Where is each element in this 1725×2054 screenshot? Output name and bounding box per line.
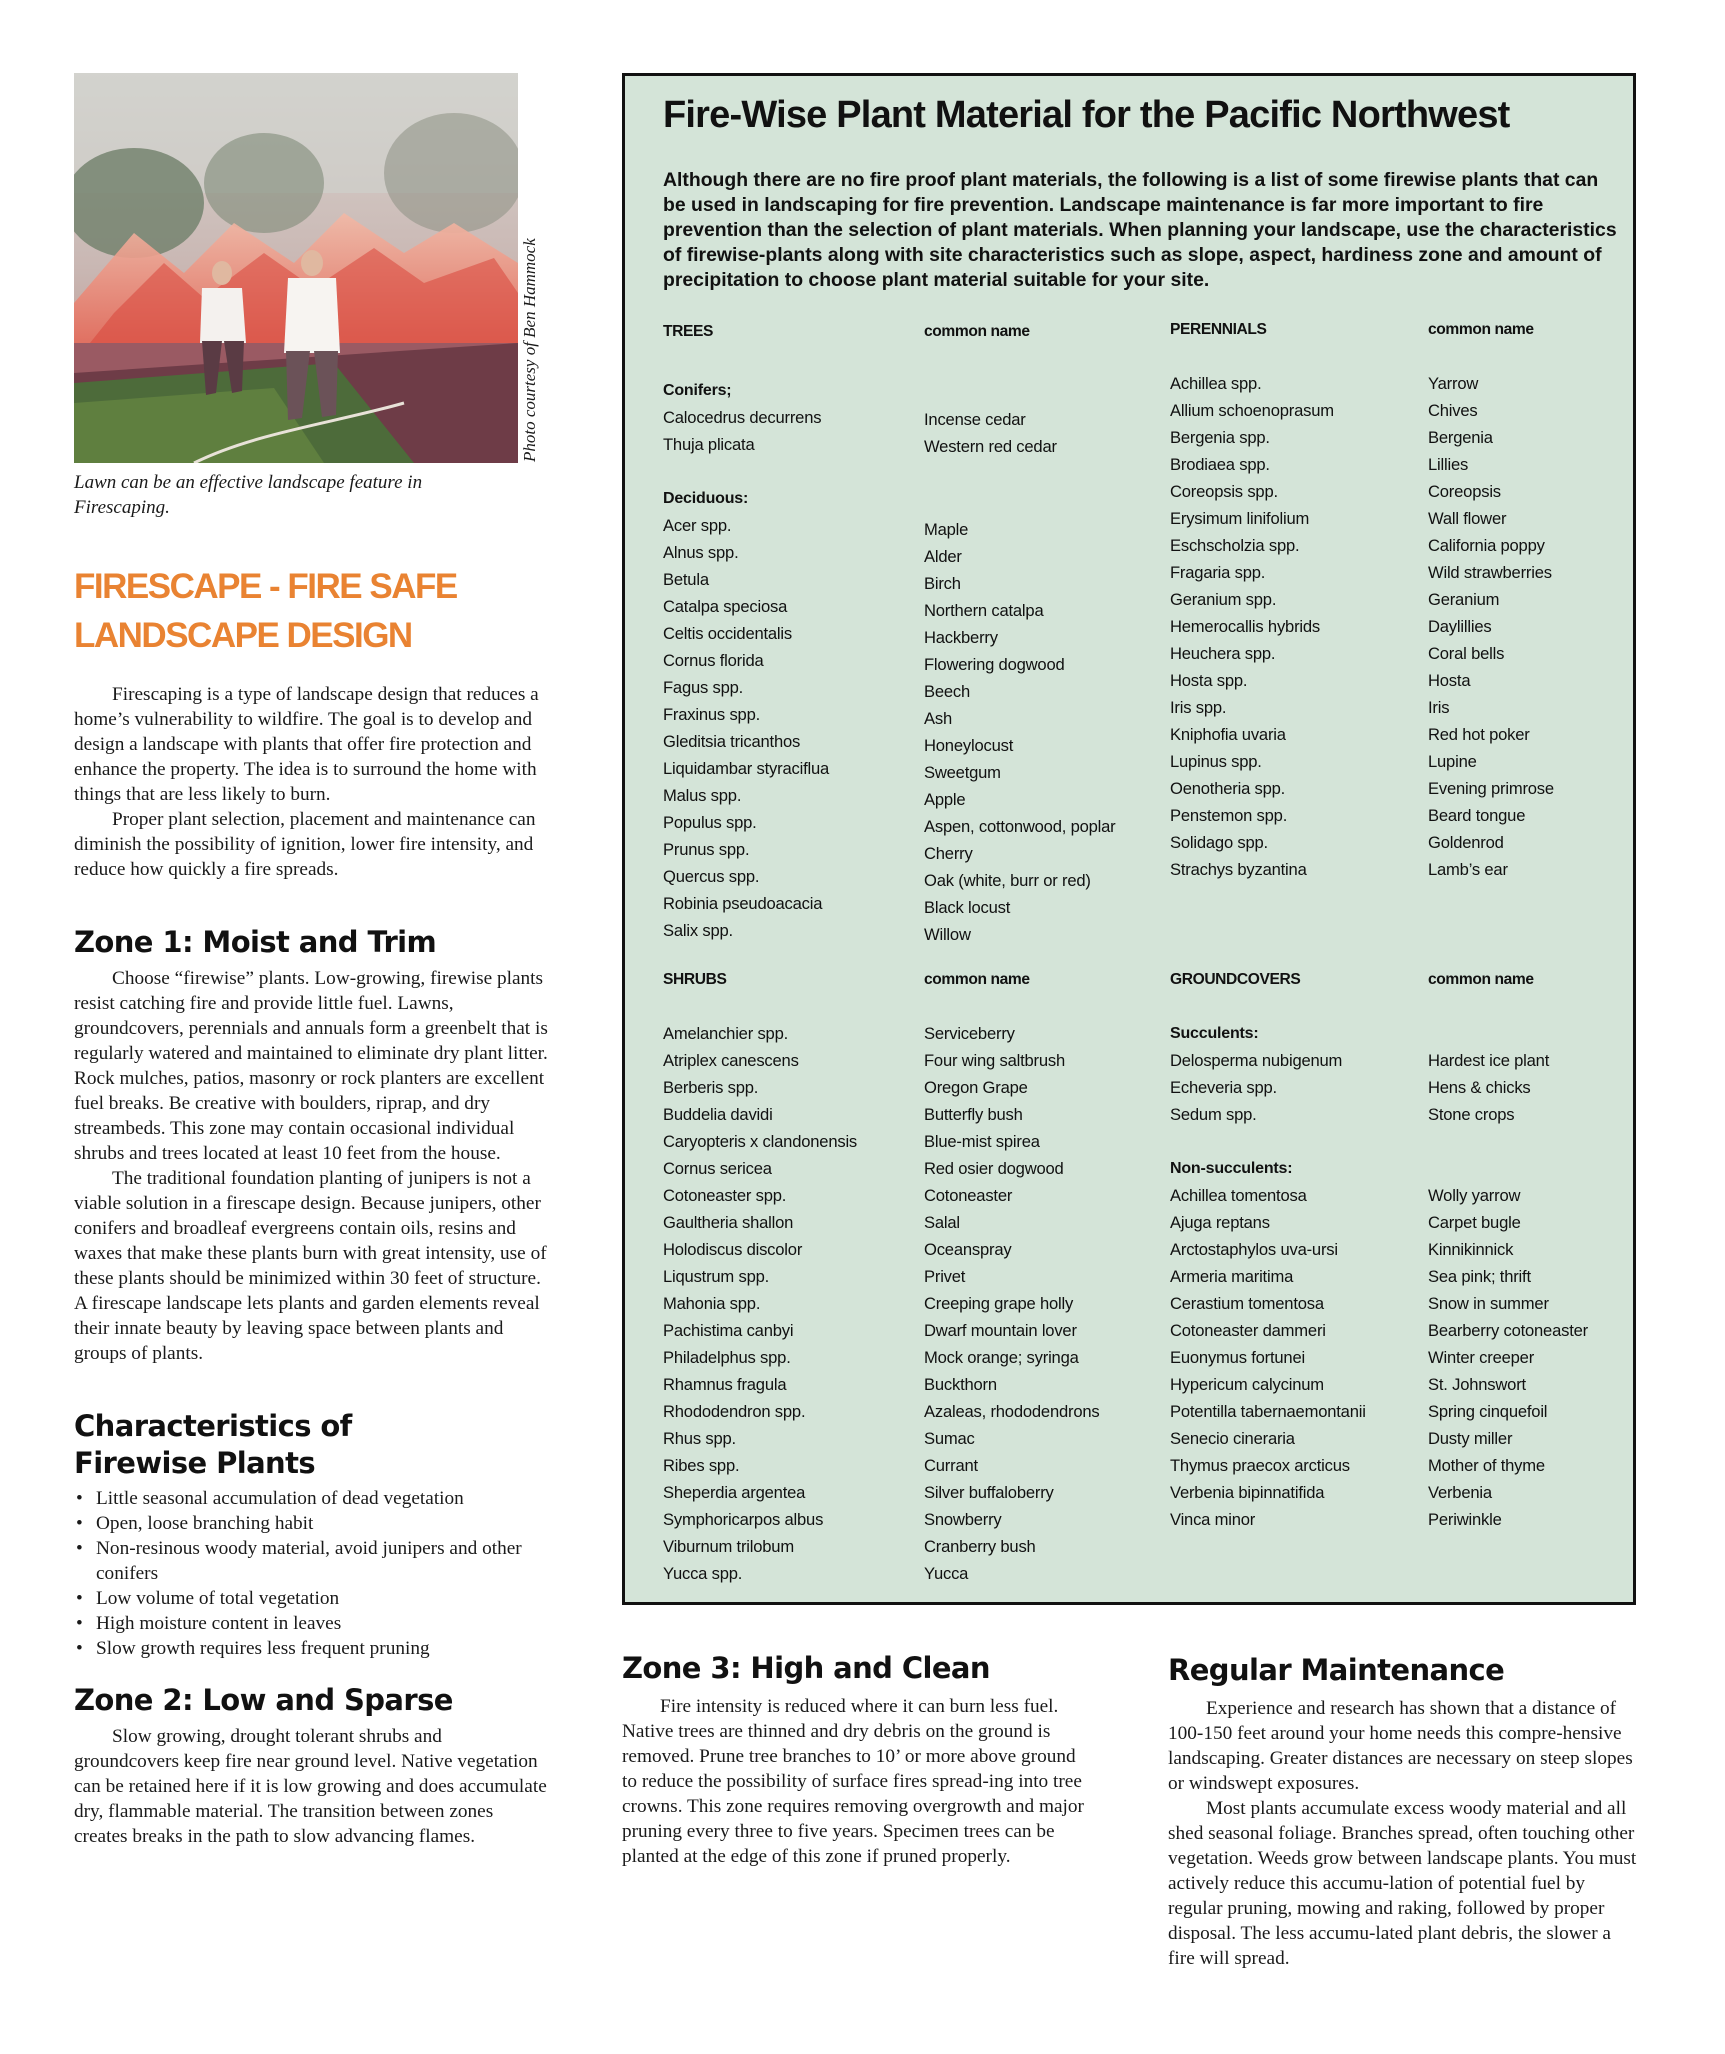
plant-botanical-name: Calocedrus decurrens: [663, 408, 822, 427]
plant-botanical-name: Catalpa speciosa: [663, 597, 788, 616]
plant-botanical-name: Iris spp.: [1170, 698, 1227, 717]
shrubs-common-column: [924, 966, 1174, 1587]
plant-common-name: Sumac: [924, 1429, 975, 1448]
plant-botanical-name: Achillea spp.: [1170, 374, 1262, 393]
plant-botanical-name: Thymus praecox arcticus: [1170, 1456, 1350, 1475]
plant-botanical-name: Echeveria spp.: [1170, 1078, 1277, 1097]
plant-botanical-name: Verbenia bipinnatifida: [1170, 1483, 1325, 1502]
plant-botanical-name: Vinca minor: [1170, 1510, 1256, 1529]
photo-caption: Lawn can be an effective landscape feature in Firescaping.: [74, 472, 423, 518]
wildfire-photo: [74, 73, 518, 463]
plant-common-name: Incense cedar: [924, 410, 1026, 429]
zone1-paragraph-1: Choose “firewise” plants. Low-growing, firewise plants resist catching fire and provide little fuel. Lawns, groundcovers, perennials and annuals form a greenbelt that is regularly watered and maintained to eliminate dry plant litter. Rock mulches, patios, masonry or rock planters are excellent fuel breaks. Be creative with boulders, riprap, and dry streambeds. This zone may contain occasional individual shrubs and trees located at least 10 feet from the house.: [74, 968, 548, 1164]
plant-common-name: Sweetgum: [924, 763, 1001, 782]
plant-botanical-name: Euonymus fortunei: [1170, 1348, 1305, 1367]
plant-botanical-name: Rhamnus fragula: [663, 1375, 787, 1394]
list-item: • Low volume of total vegetation: [74, 1586, 550, 1611]
plant-botanical-name: Alnus spp.: [663, 543, 739, 562]
succulents-common-list: [1428, 1047, 1678, 1128]
plant-botanical-name: Malus spp.: [663, 786, 742, 805]
plant-common-name: Red osier dogwood: [924, 1159, 1064, 1178]
plant-common-name: Coreopsis: [1428, 482, 1501, 501]
plant-common-name: Kinnikinnick: [1428, 1240, 1514, 1259]
trees-botanical-column: [663, 318, 913, 944]
plant-common-name: Privet: [924, 1267, 966, 1286]
plant-botanical-name: Cotoneaster dammeri: [1170, 1321, 1326, 1340]
plant-common-name: Snowberry: [924, 1510, 1002, 1529]
plant-botanical-name: Ribes spp.: [663, 1456, 740, 1475]
plant-common-name: Cherry: [924, 844, 973, 863]
photo-credit: Photo courtesy of Ben Hammock: [520, 238, 539, 462]
plant-botanical-name: Betula: [663, 570, 709, 589]
plant-common-name: Four wing saltbrush: [924, 1051, 1065, 1070]
plant-botanical-name: Rhus spp.: [663, 1429, 736, 1448]
plant-botanical-name: Gleditsia tricanthos: [663, 732, 801, 751]
plant-botanical-name: Heuchera spp.: [1170, 644, 1276, 663]
plant-common-name: Periwinkle: [1428, 1510, 1502, 1529]
plant-common-name: Lamb’s ear: [1428, 860, 1508, 879]
plant-common-name: Wall flower: [1428, 509, 1507, 528]
zone2-heading: Zone 2: Low and Sparse: [74, 1683, 453, 1717]
trees-common-header: common name: [924, 323, 1030, 340]
plant-common-name: Sea pink; thrift: [1428, 1267, 1531, 1286]
plant-botanical-name: Populus spp.: [663, 813, 757, 832]
plant-botanical-name: Celtis occidentalis: [663, 624, 793, 643]
trees-common-column: [924, 318, 1174, 948]
plant-botanical-name: Erysimum linifolium: [1170, 509, 1310, 528]
plant-common-name: Creeping grape holly: [924, 1294, 1074, 1313]
succulents-botanical-list: [1170, 1047, 1420, 1128]
shrubs-header: SHRUBS: [663, 971, 727, 988]
plant-common-name: Beard tongue: [1428, 806, 1526, 825]
nonsucculents-botanical-list: [1170, 1182, 1420, 1533]
plant-common-name: Verbenia: [1428, 1483, 1492, 1502]
plant-common-name: Northern catalpa: [924, 601, 1044, 620]
list-item: • High moisture content in leaves: [74, 1611, 550, 1636]
plant-botanical-name: Armeria maritima: [1170, 1267, 1294, 1286]
plant-botanical-name: Acer spp.: [663, 516, 732, 535]
plant-common-name: Cranberry bush: [924, 1537, 1036, 1556]
plant-botanical-name: Yucca spp.: [663, 1564, 743, 1583]
characteristics-heading-line2: Firewise Plants: [74, 1446, 316, 1480]
plant-common-name: Lupine: [1428, 752, 1477, 771]
plant-botanical-name: Cornus sericea: [663, 1159, 772, 1178]
plant-common-name: Birch: [924, 574, 961, 593]
plant-common-name: Wolly yarrow: [1428, 1186, 1521, 1205]
plant-common-name: Apple: [924, 790, 966, 809]
zone3-paragraph-1: Fire intensity is reduced where it can burn less fuel. Native trees are thinned and dry debris on the ground is removed. Prune tree branches to 10’ or more above ground to reduce the possibility of surface fires spread-ing into tree crowns. This zone requires removing overgrowth and major pruning every three to five years. Specimen trees can be planted at the edge of this zone if pruned properly.: [622, 1696, 1084, 1867]
perennials-botanical-column: [1170, 316, 1420, 883]
plant-botanical-name: Quercus spp.: [663, 867, 760, 886]
plant-botanical-name: Robinia pseudoacacia: [663, 894, 823, 913]
maintenance-paragraph-1: Experience and research has shown that a distance of 100-150 feet around your home needs this compre-hensive landscaping. Greater distances are necessary on steep slopes or windswept exposures.: [1168, 1698, 1633, 1794]
plant-botanical-name: Cotoneaster spp.: [663, 1186, 787, 1205]
plant-botanical-name: Fagus spp.: [663, 678, 744, 697]
plant-botanical-name: Coreopsis spp.: [1170, 482, 1278, 501]
plant-common-name: Beech: [924, 682, 971, 701]
zone3-heading: Zone 3: High and Clean: [622, 1651, 990, 1685]
firescape-title-line2: LANDSCAPE DESIGN: [74, 616, 412, 655]
plant-botanical-name: Brodiaea spp.: [1170, 455, 1270, 474]
plant-common-name: Honeylocust: [924, 736, 1014, 755]
plant-botanical-name: Strachys byzantina: [1170, 860, 1307, 879]
firescape-paragraph-2: Proper plant selection, placement and maintenance can diminish the possibility of ignition, lower fire intensity, and reduce how quickly a fire spreads.: [74, 809, 536, 880]
conifers-common-list: [924, 406, 1174, 460]
plant-botanical-name: Achillea tomentosa: [1170, 1186, 1307, 1205]
plant-box-intro: Although there are no fire proof plant materials, the following is a list of some firewise plants that can be used in landscaping for fire prevention. Landscape maintenance is far more important to fire prevention than the selection of plant materials. When planning your landscape, use the characteristics of firewise-plants along with site characteristics such as slope, aspect, hardiness zone and amount of precipitation to choose plant material suitable for your site.: [663, 169, 1617, 291]
nonsucculents-label: Non-succulents:: [1170, 1160, 1293, 1177]
characteristics-heading-line1: Characteristics of: [74, 1409, 352, 1443]
plant-common-name: Oceanspray: [924, 1240, 1012, 1259]
plant-common-name: Stone crops: [1428, 1105, 1515, 1124]
zone2-paragraph-1: Slow growing, drought tolerant shrubs and groundcovers keep fire near ground level. Native vegetation can be retained here if it is low growing and does accumulate dry, flammable material. The transition between zones creates breaks in the path to slow advancing flames.: [74, 1726, 547, 1847]
plant-botanical-name: Sheperdia argentea: [663, 1483, 806, 1502]
plant-botanical-name: Symphoricarpos albus: [663, 1510, 824, 1529]
characteristics-heading: [74, 1408, 550, 1482]
plant-botanical-name: Cornus florida: [663, 651, 764, 670]
plant-box-title: Fire-Wise Plant Material for the Pacific Northwest: [663, 94, 1510, 136]
plant-botanical-name: Potentilla tabernaemontanii: [1170, 1402, 1366, 1421]
plant-botanical-name: Sedum spp.: [1170, 1105, 1257, 1124]
plant-common-name: Oregon Grape: [924, 1078, 1028, 1097]
plant-common-name: Mother of thyme: [1428, 1456, 1545, 1475]
plant-common-name: Mock orange; syringa: [924, 1348, 1079, 1367]
plant-botanical-name: Delosperma nubigenum: [1170, 1051, 1343, 1070]
plant-botanical-name: Amelanchier spp.: [663, 1024, 789, 1043]
trees-header: TREES: [663, 323, 713, 340]
plant-common-name: Carpet bugle: [1428, 1213, 1521, 1232]
plant-botanical-name: Thuja plicata: [663, 435, 755, 454]
plant-common-name: Oak (white, burr or red): [924, 871, 1091, 890]
plant-botanical-name: Viburnum trilobum: [663, 1537, 794, 1556]
plant-common-name: Azaleas, rhododendrons: [924, 1402, 1100, 1421]
deciduous-common-list: [924, 516, 1174, 948]
plant-botanical-name: Caryopteris x clandonensis: [663, 1132, 858, 1151]
plant-common-name: Alder: [924, 547, 962, 566]
plant-common-name: Western red cedar: [924, 437, 1057, 456]
firescape-title: [74, 562, 534, 660]
list-item: • Non-resinous woody material, avoid junipers and other conifers: [74, 1536, 550, 1586]
plant-common-name: Yarrow: [1428, 374, 1479, 393]
plant-botanical-name: Prunus spp.: [663, 840, 750, 859]
nonsucculents-common-list: [1428, 1182, 1678, 1533]
plant-botanical-name: Cerastium tomentosa: [1170, 1294, 1324, 1313]
plant-common-name: Bearberry cotoneaster: [1428, 1321, 1588, 1340]
plant-botanical-name: Salix spp.: [663, 921, 733, 940]
plant-common-name: Hackberry: [924, 628, 998, 647]
plant-botanical-name: Mahonia spp.: [663, 1294, 761, 1313]
plant-botanical-name: Pachistima canbyi: [663, 1321, 794, 1340]
plant-botanical-name: Penstemon spp.: [1170, 806, 1288, 825]
firescape-title-line1: FIRESCAPE - FIRE SAFE: [74, 567, 457, 606]
firescape-body: [74, 682, 550, 882]
groundcovers-common-column: [1428, 966, 1678, 1533]
plant-common-name: Winter creeper: [1428, 1348, 1535, 1367]
plant-common-name: Buckthorn: [924, 1375, 997, 1394]
plant-common-name: Hens & chicks: [1428, 1078, 1531, 1097]
plant-botanical-name: Fragaria spp.: [1170, 563, 1266, 582]
plant-common-name: Maple: [924, 520, 969, 539]
shrubs-botanical-list: [663, 1020, 913, 1587]
plant-botanical-name: Liqustrum spp.: [663, 1267, 770, 1286]
list-item: • Little seasonal accumulation of dead vegetation: [74, 1486, 550, 1511]
plant-common-name: Ash: [924, 709, 952, 728]
plant-common-name: Blue-mist spirea: [924, 1132, 1040, 1151]
plant-common-name: Serviceberry: [924, 1024, 1015, 1043]
conifers-label: Conifers;: [663, 382, 732, 399]
groundcovers-botanical-column: [1170, 966, 1420, 1533]
plant-botanical-name: Senecio cineraria: [1170, 1429, 1295, 1448]
plant-botanical-name: Bergenia spp.: [1170, 428, 1270, 447]
plant-botanical-name: Liquidambar styraciflua: [663, 759, 830, 778]
plant-material-box: [622, 73, 1636, 1605]
plant-botanical-name: Gaultheria shallon: [663, 1213, 794, 1232]
plant-common-name: Flowering dogwood: [924, 655, 1065, 674]
plant-common-name: Cotoneaster: [924, 1186, 1013, 1205]
plant-common-name: Lillies: [1428, 455, 1469, 474]
plant-common-name: Geranium: [1428, 590, 1500, 609]
plant-botanical-name: Berberis spp.: [663, 1078, 759, 1097]
plant-common-name: Goldenrod: [1428, 833, 1504, 852]
maintenance-paragraph-2: Most plants accumulate excess woody material and all shed seasonal foliage. Branches spread, often touching other vegetation. Weeds grow between landscape plants. You must actively reduce this accumu-lation of potential fuel by regular pruning, mowing and raking, followed by proper disposal. The less accumu-lated plant debris, the slower a fire will spread.: [1168, 1798, 1637, 1969]
plant-common-name: Silver buffaloberry: [924, 1483, 1054, 1502]
plant-botanical-name: Hypericum calycinum: [1170, 1375, 1324, 1394]
plant-common-name: Evening primrose: [1428, 779, 1554, 798]
plant-common-name: Bergenia: [1428, 428, 1493, 447]
plant-common-name: Butterfly bush: [924, 1105, 1023, 1124]
plant-botanical-name: Kniphofia uvaria: [1170, 725, 1286, 744]
perennials-common-header: common name: [1428, 321, 1534, 338]
shrubs-common-header: common name: [924, 971, 1030, 988]
plant-common-name: Iris: [1428, 698, 1450, 717]
conifers-botanical-list: [663, 404, 913, 458]
plant-botanical-name: Rhododendron spp.: [663, 1402, 806, 1421]
plant-botanical-name: Oenotheria spp.: [1170, 779, 1286, 798]
plant-common-name: Hardest ice plant: [1428, 1051, 1550, 1070]
plant-common-name: Salal: [924, 1213, 960, 1232]
plant-common-name: Willow: [924, 925, 971, 944]
list-item: • Slow growth requires less frequent pruning: [74, 1636, 550, 1661]
plant-botanical-name: Geranium spp.: [1170, 590, 1277, 609]
plant-common-name: Black locust: [924, 898, 1011, 917]
plant-botanical-name: Eschscholzia spp.: [1170, 536, 1300, 555]
plant-botanical-name: Arctostaphylos uva-ursi: [1170, 1240, 1338, 1259]
plant-common-name: Hosta: [1428, 671, 1471, 690]
plant-common-name: Spring cinquefoil: [1428, 1402, 1548, 1421]
shrubs-botanical-column: [663, 966, 913, 1587]
perennials-botanical-list: [1170, 370, 1420, 883]
plant-botanical-name: Holodiscus discolor: [663, 1240, 803, 1259]
plant-botanical-name: Fraxinus spp.: [663, 705, 761, 724]
plant-common-name: Currant: [924, 1456, 978, 1475]
deciduous-label: Deciduous:: [663, 490, 749, 507]
plant-common-name: California poppy: [1428, 536, 1545, 555]
firescape-paragraph-1: Firescaping is a type of landscape design that reduces a home’s vulnerability to wildfire. The goal is to develop and design a landscape with plants that offer fire protection and enhance the property. The idea is to surround the home with things that are less likely to burn.: [74, 684, 539, 805]
plant-botanical-name: Hosta spp.: [1170, 671, 1248, 690]
plant-botanical-name: Atriplex canescens: [663, 1051, 799, 1070]
plant-common-name: Dwarf mountain lover: [924, 1321, 1077, 1340]
plant-common-name: Snow in summer: [1428, 1294, 1549, 1313]
zone1-body: [74, 966, 550, 1366]
plant-common-name: Daylillies: [1428, 617, 1492, 636]
perennials-common-column: [1428, 316, 1678, 883]
zone3-body: [622, 1694, 1092, 1869]
zone1-paragraph-2: The traditional foundation planting of junipers is not a viable solution in a firescape design. Because junipers, other conifers and broadleaf evergreens contain oils, resins and waxes that make these plants burn with great intensity, use of these plants should be minimized within 30 feet of structure. A firescape landscape lets plants and garden elements reveal their innate beauty by leaving space between plants and groups of plants.: [74, 1168, 547, 1364]
groundcovers-header: GROUNDCOVERS: [1170, 971, 1301, 988]
plant-common-name: Yucca: [924, 1564, 969, 1583]
zone2-body: [74, 1724, 550, 1849]
zone1-heading: Zone 1: Moist and Trim: [74, 925, 437, 959]
list-item: • Open, loose branching habit: [74, 1511, 550, 1536]
perennials-common-list: [1428, 370, 1678, 883]
plant-botanical-name: Solidago spp.: [1170, 833, 1268, 852]
plant-botanical-name: Lupinus spp.: [1170, 752, 1262, 771]
plant-botanical-name: Ajuga reptans: [1170, 1213, 1270, 1232]
groundcovers-common-header: common name: [1428, 971, 1534, 988]
plant-botanical-name: Allium schoenoprasum: [1170, 401, 1334, 420]
maintenance-heading: Regular Maintenance: [1168, 1653, 1505, 1687]
deciduous-botanical-list: [663, 512, 913, 944]
characteristics-list: [74, 1486, 550, 1661]
shrubs-common-list: [924, 1020, 1174, 1587]
perennials-header: PERENNIALS: [1170, 321, 1267, 338]
plant-botanical-name: Philadelphus spp.: [663, 1348, 791, 1367]
plant-common-name: Dusty miller: [1428, 1429, 1513, 1448]
succulents-label: Succulents:: [1170, 1025, 1259, 1042]
plant-common-name: St. Johnswort: [1428, 1375, 1526, 1394]
plant-common-name: Aspen, cottonwood, poplar: [924, 817, 1116, 836]
plant-common-name: Coral bells: [1428, 644, 1505, 663]
plant-botanical-name: Buddelia davidi: [663, 1105, 773, 1124]
maintenance-body: [1168, 1696, 1638, 1971]
plant-botanical-name: Hemerocallis hybrids: [1170, 617, 1321, 636]
plant-common-name: Chives: [1428, 401, 1478, 420]
plant-common-name: Red hot poker: [1428, 725, 1530, 744]
plant-common-name: Wild strawberries: [1428, 563, 1552, 582]
